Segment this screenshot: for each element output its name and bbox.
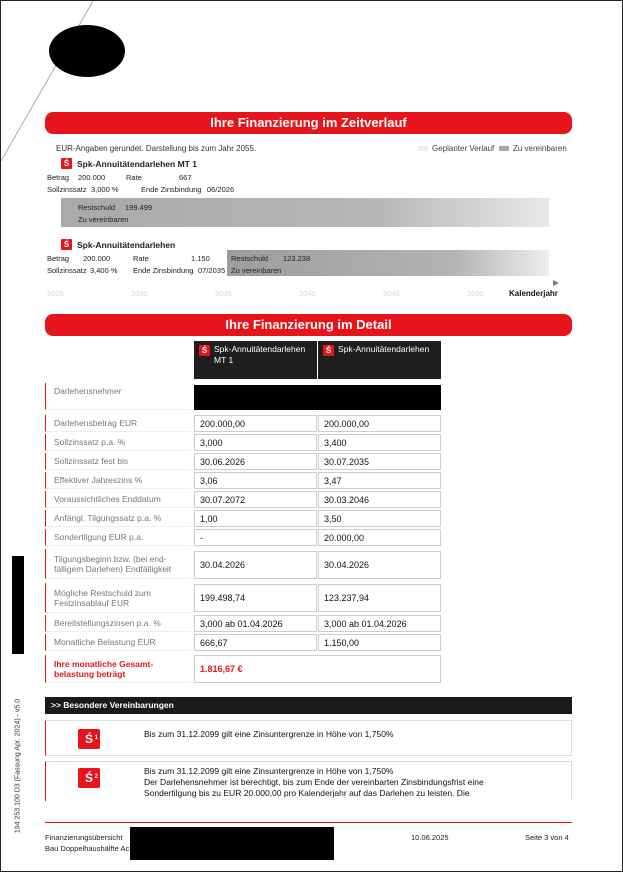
side-form-number-text: 194 253.100 D3 (Fassung Apr. 2024) - v5.0 [14,698,22,834]
agreement-text-2 [144,766,484,799]
cell-sondertilgung-2: 20.000,00 [318,529,441,546]
footer-page-number: Seite 3 von 4 [525,833,569,842]
loan1-agree: Zu vereinbaren [78,215,129,224]
axis-arrow-icon [553,280,559,286]
loan1-rest-label: Restschuld [78,203,116,212]
footer-title: Finanzierungsübersicht [45,833,123,842]
legend-planned-swatch [418,146,428,151]
redaction-footer [130,827,334,860]
sparkasse-logo-icon: Ś [61,158,72,169]
cell-tilgungsbeginn-2: 30.04.2026 [318,551,441,579]
row-label-sondertilgung: Sondertilgung EUR p.a. [45,529,191,546]
cell-sollzins-fest-1: 30.06.2026 [194,453,317,470]
redaction-blob [49,25,125,77]
cell-tilgungssatz-2: 3,50 [318,510,441,527]
side-form-number [11,691,25,841]
redaction-side [12,556,24,654]
section-title-detail: Ihre Finanzierung im Detail [45,314,572,336]
cell-sondertilgung-1: - [194,529,317,546]
loan1-sollzins: 3,000 % [91,185,119,194]
row-label-monatliche-belastung: Monatliche Belastung EUR [45,634,191,651]
loan2-title-text: Spk-Annuitätendarlehen [77,239,176,250]
axis-tick-2025: 2025 [47,289,64,298]
section-title-vereinbarungen: >> Besondere Vereinbarungen [45,697,572,714]
legend-to-agree [499,144,567,153]
column-header-loan2-text: Spk-Annuitätendarlehen [338,344,430,354]
rounding-note: EUR-Angaben gerundet. Darstellung bis zum Jahr 2055. [56,144,257,153]
cell-darlehensbetrag-1: 200.000,00 [194,415,317,432]
loan1-rest: 199.499 [125,203,153,212]
cell-effektivzins-2: 3,47 [318,472,441,489]
loan2-ende-label: Ende Zinsbindung [133,266,194,275]
row-label-darlehensbetrag: Darlehensbetrag EUR [45,415,191,432]
footer-date: 10.06.2025 [411,833,449,842]
cell-restschuld-2: 123.237,94 [318,584,441,612]
loan1-title-text: Spk-Annuitätendarlehen MT 1 [77,158,197,169]
row-label-tilgungsbeginn: Tilgungsbeginn bzw. (bei end-fälligem Darlehen) Endfälligkeit [45,549,191,579]
agreement-text-2-line1: Bis zum 31.12.2099 gilt eine Zinsuntergrenze in Höhe von 1,750% [144,766,394,776]
row-label-tilgungssatz: Anfängl. Tilgungssatz p.a. % [45,510,191,527]
axis-tick-2040: 2040 [299,289,316,298]
loan2-agree: Zu vereinbaren [231,266,282,275]
loan2-ende: 07/2035 [198,266,226,275]
loan2-sollzins-label: Sollzinssatz [47,266,87,275]
row-label-effektivzins: Effektiver Jahreszins % [45,472,191,489]
row-label-sollzinssatz: Sollzinssatz p.a. % [45,434,191,451]
cell-monatliche-belastung-2: 1.150,00 [318,634,441,651]
agreement-text-2-line2: Der Darlehensnehmer ist berechtigt, bis zum Ende der vereinbarten Zinsbindungsfrist eine [144,777,484,787]
loan1-title [61,158,197,169]
loan2-rest-label: Restschuld [231,254,269,263]
sparkasse-logo-icon: Ś [323,345,334,356]
cell-restschuld-1: 199.498,74 [194,584,317,612]
axis-tick-2045: 2045 [383,289,400,298]
sparkasse-logo-icon: Ś [61,239,72,250]
cell-sollzinssatz-1: 3,000 [194,434,317,451]
loan2-sollzins: 3,400 % [90,266,118,275]
column-header-loan1 [194,341,317,379]
total-label: Ihre monatliche Gesamt-belastung beträgt [45,655,191,683]
axis-label: Kalenderjahr [509,289,558,298]
axis-tick-2035: 2035 [215,289,232,298]
loan1-betrag-label: Betrag [47,173,70,182]
cell-bereitstellungszinsen-1: 3,000 ab 01.04.2026 [194,615,317,632]
agreement-item-1 [45,720,572,756]
decorative-diagonal-line [1,1,121,161]
legend-planned-label: Geplanter Verlauf [432,144,495,153]
legend-planned [418,144,494,153]
loan2-rate-label: Rate [133,254,149,263]
redaction-darlehensnehmer [194,385,441,410]
sparkasse-numbered-icon-2: Ś 2 [78,768,100,788]
loan1-betrag: 200.000 [78,173,106,182]
loan1-sollzins-label: Sollzinssatz [47,185,87,194]
footer-project: Bau Doppelhaushälfte Ac [45,844,130,853]
row-label-bereitstellungszinsen: Bereitstellungszinsen p.a. % [45,615,191,632]
row-label-restschuld: Mögliche Restschuld zum Festzinsablauf EUR [45,583,191,613]
cell-enddatum-1: 30.07.2072 [194,491,317,508]
loan2-betrag-label: Betrag [47,254,70,263]
sparkasse-numbered-icon-1: Ś 1 [78,729,100,749]
total-value: 1.816,67 € [194,655,441,683]
column-header-loan2 [318,341,441,379]
cell-tilgungssatz-1: 1,00 [194,510,317,527]
column-header-loan1-text: Spk-Annuitätendarlehen MT 1 [214,344,306,365]
loan1-ende-label: Ende Zinsbindung [141,185,202,194]
row-label-sollzins-fest: Sollzinssatz fest bis [45,453,191,470]
agreement-text-1: Bis zum 31.12.2099 gilt eine Zinsuntergrenze in Höhe von 1,750% [144,729,394,739]
loan2-rest: 123.238 [283,254,311,263]
sparkasse-logo-icon: Ś [199,345,210,356]
loan2-rate: 1.150 [191,254,210,263]
legend-to-agree-label: Zu vereinbaren [513,144,567,153]
axis-tick-2030: 2030 [131,289,148,298]
agreement-text-2-line3: Sondertilgung bis zu EUR 20.000,00 pro Kalenderjahr auf das Darlehen zu leisten. Die [144,788,470,798]
cell-monatliche-belastung-1: 666,67 [194,634,317,651]
axis-tick-2050: 2050 [467,289,484,298]
cell-tilgungsbeginn-1: 30.04.2026 [194,551,317,579]
cell-sollzinssatz-2: 3,400 [318,434,441,451]
loan2-betrag: 200.000 [83,254,111,263]
loan2-title [61,239,175,250]
legend-to-agree-swatch [499,146,509,151]
cell-effektivzins-1: 3,06 [194,472,317,489]
cell-darlehensbetrag-2: 200.000,00 [318,415,441,432]
loan1-ende: 06/2026 [207,185,235,194]
section-title-zeitverlauf: Ihre Finanzierung im Zeitverlauf [45,112,572,134]
cell-enddatum-2: 30.03.2046 [318,491,441,508]
row-label-enddatum: Voraussichtliches Enddatum [45,491,191,508]
loan1-rate: 667 [179,173,192,182]
loan1-rate-label: Rate [126,173,142,182]
agreement-item-2 [45,761,572,801]
cell-bereitstellungszinsen-2: 3,000 ab 01.04.2026 [318,615,441,632]
row-label-darlehensnehmer: Darlehensnehmer [45,383,191,410]
cell-sollzins-fest-2: 30.07.2035 [318,453,441,470]
footer-divider [45,822,572,823]
